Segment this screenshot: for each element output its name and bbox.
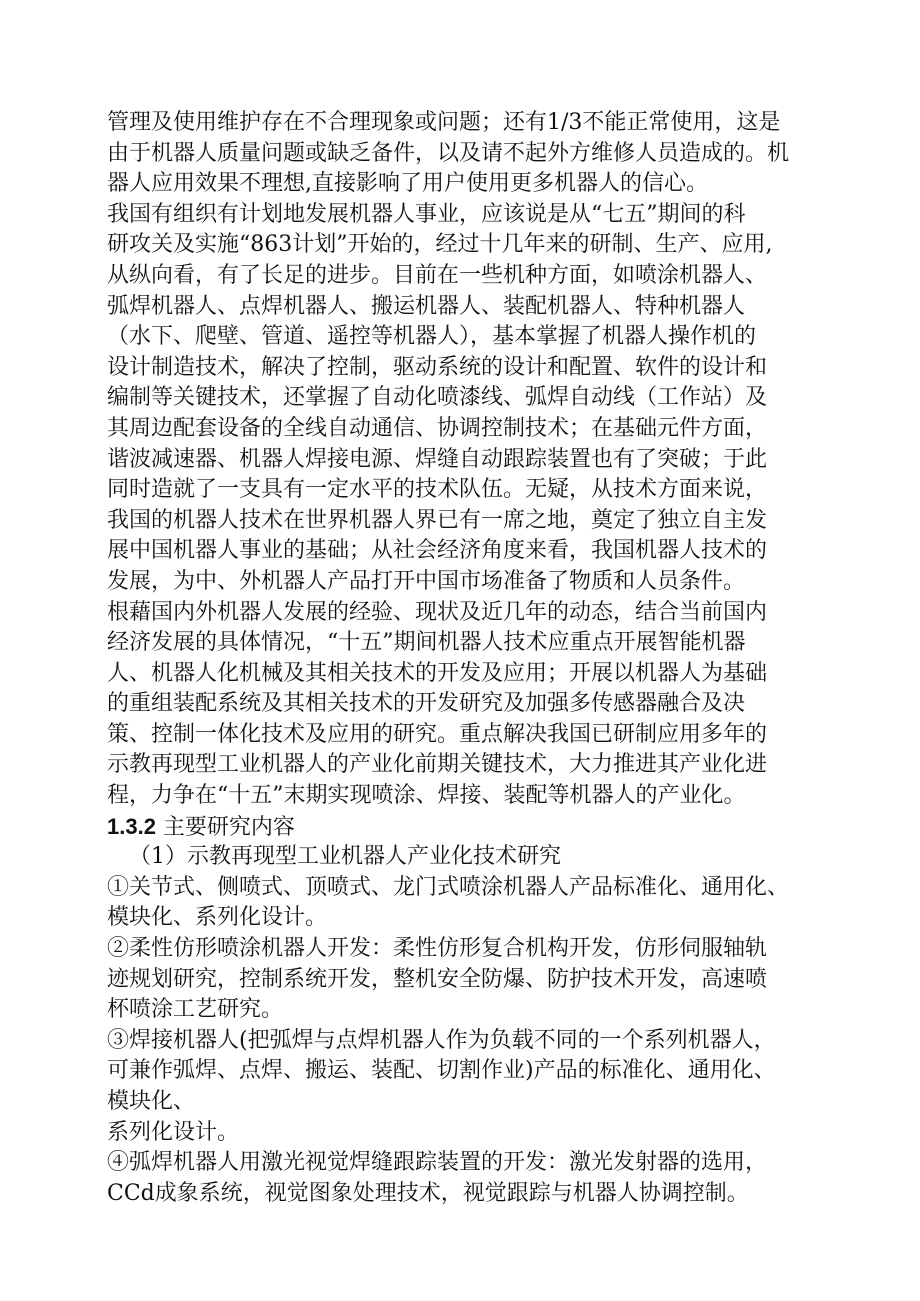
paragraph-line: 策、控制一体化技术及应用的研究。重点解决我国已研制应用多年的 <box>107 721 768 747</box>
paragraph-line: 研攻关及实施“863计划”开始的，经过十几年来的研制、生产、应用, <box>107 232 773 258</box>
paragraph-line: 管理及使用维护存在不合理现象或问题；还有1/3不能正常使用，这是 <box>107 110 781 135</box>
list-item-line: ③焊接机器人(把弧焊与点焊机器人作为负载不同的一个系列机器人， <box>107 1027 776 1053</box>
paragraph-line: 其周边配套设备的全线自动通信、协调控制技术；在基础元件方面， <box>107 415 768 441</box>
section-heading <box>107 812 819 843</box>
paragraph-line: 同时造就了一支具有一定水平的技术队伍。无疑，从技术方面来说， <box>107 477 768 503</box>
paragraph-line: 由于机器人质量问题或缺乏备件，以及请不起外方维修人员造成的。机 <box>107 140 790 166</box>
list-item-line: 模块化、系列化设计。 <box>107 905 328 931</box>
section-number: 1.3.2 <box>107 813 156 839</box>
list-item-line: ④弧焊机器人用激光视觉焊缝跟踪装置的开发：激光发射器的选用， <box>107 1150 768 1176</box>
paragraph-line: 经济发展的具体情况，“十五”期间机器人技术应重点开展智能机器 <box>107 630 746 656</box>
paragraph-line: 的重组装配系统及其相关技术的开发研究及加强多传感器融合及决 <box>107 691 746 717</box>
paragraph-line: 我国有组织有计划地发展机器人事业，应该说是从“七五”期间的科 <box>107 201 746 227</box>
list-item-line: 迹规划研究，控制系统开发，整机安全防爆、防护技术开发，高速喷 <box>107 966 768 992</box>
paragraph-line: 发展，为中、外机器人产品打开中国市场准备了物质和人员条件。 <box>107 568 746 594</box>
paragraph-line: 谐波减速器、机器人焊接电源、焊缝自动跟踪装置也有了突破；于此 <box>107 446 768 472</box>
list-item-line: ①关节式、侧喷式、顶喷式、龙门式喷涂机器人产品标准化、通用化、 <box>107 874 790 900</box>
paragraph-line: 人、机器人化机械及其相关技术的开发及应用；开展以机器人为基础 <box>107 660 768 686</box>
document-body <box>107 108 819 1209</box>
paragraph-line: 展中国机器人事业的基础；从社会经济角度来看，我国机器人技术的 <box>107 538 768 564</box>
paragraph-line: 设计制造技术，解决了控制，驱动系统的设计和配置、软件的设计和 <box>107 354 768 380</box>
list-item-line: 模块化、 <box>107 1089 196 1114</box>
list-item-line: 可兼作弧焊、点焊、搬运、装配、切割作业)产品的标准化、通用化、 <box>107 1058 776 1084</box>
list-item-line: 系列化设计。 <box>107 1119 240 1145</box>
paragraph-line: 编制等关键技术，还掌握了自动化喷漆线、弧焊自动线（工作站）及 <box>107 385 768 411</box>
paragraph-line: 根藉国内外机器人发展的经验、现状及近几年的动态，结合当前国内 <box>107 599 768 625</box>
paragraph-line: （水下、爬壁、管道、遥控等机器人），基本掌握了机器人操作机的 <box>107 324 757 350</box>
paragraph-line: 器人应用效果不理想,直接影响了用户使用更多机器人的信心。 <box>107 171 708 197</box>
subsection-heading: （1）示教再现型工业机器人产业化技术研究 <box>129 844 561 870</box>
section-title: 主要研究内容 <box>155 814 295 840</box>
list-item-line: ②柔性仿形喷涂机器人开发：柔性仿形复合机构开发，仿形伺服轴轨 <box>107 936 768 962</box>
paragraph-line: 我国的机器人技术在世界机器人界已有一席之地，奠定了独立自主发 <box>107 507 768 533</box>
paragraph-line: 程，力争在“十五”末期实现喷涂、焊接、装配等机器人的产业化。 <box>107 783 746 809</box>
paragraph-line: 示教再现型工业机器人的产业化前期关键技术，大力推进其产业化进 <box>107 752 768 778</box>
paragraph-line: 弧焊机器人、点焊机器人、搬运机器人、装配机器人、特种机器人 <box>107 293 746 319</box>
list-item-line: 杯喷涂工艺研究。 <box>107 997 284 1023</box>
list-item-line: CCd成象系统，视觉图象处理技术，视觉跟踪与机器人协调控制。 <box>107 1180 749 1206</box>
paragraph-line: 从纵向看，有了长足的进步。目前在一些机种方面，如喷涂机器人、 <box>107 262 768 288</box>
